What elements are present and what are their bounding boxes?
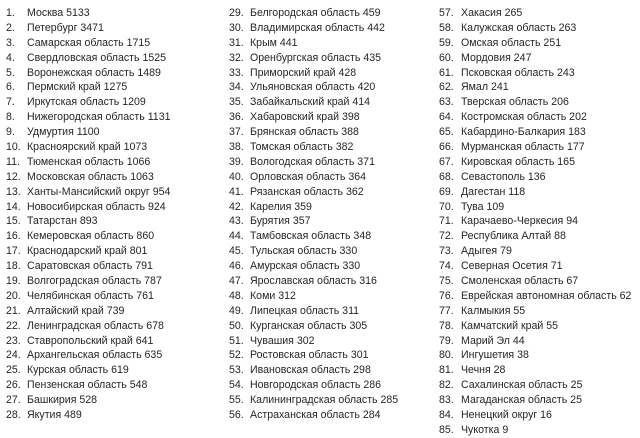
list-item-number: 44. [229, 230, 244, 243]
list-item [439, 125, 631, 140]
list-item-text: Тверская область 206 [461, 96, 569, 109]
list-item-number: 80. [439, 349, 454, 362]
list-item-number: 11. [6, 155, 20, 168]
list-item-number: 8. [6, 111, 15, 124]
list-item [439, 80, 631, 95]
list-item-text: Чукотка 9 [461, 423, 509, 436]
list-item-text: Тува 109 [461, 200, 505, 213]
list-item [229, 393, 398, 408]
list-item-text: Бурятия 357 [250, 215, 311, 228]
list-item [6, 229, 171, 244]
list-item-text: Рязанская область 362 [250, 185, 364, 198]
list-item [229, 125, 398, 140]
list-item [229, 80, 398, 95]
list-item [6, 408, 171, 423]
list-item-number: 65. [439, 126, 454, 139]
list-item [229, 229, 398, 244]
list-item-text: Чувашия 302 [250, 334, 315, 347]
list-item-text: Архангельская область 635 [27, 349, 163, 362]
list-item-number: 13. [6, 185, 21, 198]
list-item-text: Камчатский край 55 [461, 319, 559, 332]
list-item-text: Орловская область 364 [250, 170, 367, 183]
list-item [229, 51, 398, 66]
list-item [439, 423, 631, 438]
list-item-number: 28. [6, 409, 21, 422]
list-item-text: Чечня 28 [461, 364, 506, 377]
list-item [229, 185, 398, 200]
list-item [6, 95, 171, 110]
list-item-text: Ростовская область 301 [250, 349, 369, 362]
list-item-text: Липецкая область 311 [250, 304, 360, 317]
list-item-text: Мурманская область 177 [461, 141, 585, 154]
list-item [229, 140, 398, 155]
list-item [229, 334, 398, 349]
list-item-number: 2. [6, 21, 15, 34]
list-item-number: 61. [439, 66, 454, 79]
list-item [6, 140, 171, 155]
list-item [439, 200, 631, 215]
list-item-number: 43. [229, 215, 244, 228]
list-item-text: Хакасия 265 [461, 7, 523, 19]
list-item-text: Марий Эл 44 [461, 334, 525, 347]
list-item-text: Удмуртия 1100 [27, 126, 100, 139]
list-item-number: 75. [439, 275, 454, 288]
list-item-number: 26. [6, 379, 21, 392]
list-item-text: Брянская область 388 [250, 126, 359, 139]
list-item-number: 77. [439, 304, 454, 317]
list-item-text: Воронежская область 1489 [27, 66, 161, 79]
list-item-number: 73. [439, 245, 454, 258]
list-item-text: Магаданская область 25 [461, 394, 582, 407]
list-item-text: Ленинградская область 678 [27, 319, 164, 332]
list-item [6, 51, 171, 66]
list-item [439, 36, 631, 51]
list-item [6, 170, 171, 185]
list-item-number: 36. [229, 111, 244, 124]
list-item-number: 37. [229, 126, 244, 139]
list-item [6, 125, 171, 140]
list-item-number: 30. [229, 21, 244, 34]
list-item-text: Республика Алтай 88 [461, 230, 566, 243]
list-item-text: Тамбовская область 348 [250, 230, 372, 243]
list-item-text: Забайкальский край 414 [250, 96, 371, 109]
list-item-number: 49. [229, 304, 244, 317]
list-item [6, 155, 171, 170]
list-item [439, 304, 631, 319]
list-item [439, 6, 631, 21]
list-item-text: Оренбургская область 435 [250, 51, 381, 64]
list-item-text: Москва 5133 [27, 7, 90, 19]
list-item-number: 83. [439, 394, 454, 407]
list-item-number: 14. [6, 200, 21, 213]
list-item-text: Новосибирская область 924 [27, 200, 166, 213]
list-item-text: Коми 312 [250, 289, 296, 302]
list-item-text: Тульская область 330 [250, 245, 358, 258]
list-item [229, 289, 398, 304]
list-item-number: 85. [439, 423, 454, 436]
ranking-column-1 [6, 6, 171, 423]
list-item-number: 20. [6, 289, 21, 302]
list-item-number: 81. [439, 364, 454, 377]
list-item-number: 72. [439, 230, 454, 243]
list-item-text: Волгоградская область 787 [27, 275, 162, 288]
list-item-number: 15. [6, 215, 21, 228]
list-item-number: 57. [439, 7, 454, 19]
list-item [439, 393, 631, 408]
list-item-text: Пермский край 1275 [27, 81, 128, 94]
list-item-number: 17. [6, 245, 21, 258]
list-item [6, 289, 171, 304]
list-item-text: Приморский край 428 [250, 66, 357, 79]
list-item-number: 64. [439, 111, 454, 124]
list-item-number: 31. [229, 36, 244, 49]
list-item-number: 69. [439, 185, 454, 198]
list-item-number: 84. [439, 409, 454, 422]
list-item-text: Крым 441 [250, 36, 298, 49]
list-item-number: 25. [6, 364, 21, 377]
list-item-text: Московская область 1063 [27, 170, 154, 183]
list-item [6, 110, 171, 125]
list-item-number: 56. [229, 409, 244, 422]
list-item [6, 214, 171, 229]
list-item-number: 21. [6, 304, 21, 317]
list-item [229, 244, 398, 259]
list-item-text: Смоленская область 67 [461, 275, 579, 288]
list-item-text: Омская область 251 [461, 36, 562, 49]
list-item-text: Псковская область 243 [461, 66, 575, 79]
list-item [439, 259, 631, 274]
list-item-text: Челябинская область 761 [27, 289, 154, 302]
list-item [6, 21, 171, 36]
list-item-text: Кировская область 165 [461, 155, 575, 168]
list-item-number: 41. [229, 185, 244, 198]
list-item-number: 39. [229, 155, 244, 168]
list-item [439, 51, 631, 66]
list-item-number: 6. [6, 81, 15, 94]
list-item-number: 12. [6, 170, 21, 183]
list-item [439, 244, 631, 259]
list-item-text: Татарстан 893 [27, 215, 98, 228]
list-item-text: Пензенская область 548 [27, 379, 148, 392]
list-item [229, 274, 398, 289]
list-item [439, 319, 631, 334]
list-item-text: Якутия 489 [27, 409, 82, 422]
list-item [229, 259, 398, 274]
list-item [229, 95, 398, 110]
list-item-text: Еврейская автономная область 62 [461, 289, 632, 302]
list-item-number: 66. [439, 141, 454, 154]
list-item [439, 229, 631, 244]
list-item-text: Владимирская область 442 [250, 21, 385, 34]
list-item-number: 67. [439, 155, 454, 168]
list-item-number: 46. [229, 260, 244, 273]
list-item-number: 62. [439, 81, 454, 94]
list-item [6, 66, 171, 81]
list-item [439, 140, 631, 155]
list-item-text: Амурская область 330 [250, 260, 361, 273]
list-item [439, 185, 631, 200]
list-item-number: 3. [6, 36, 15, 49]
list-item-text: Адыгея 79 [461, 245, 512, 258]
list-item-number: 78. [439, 319, 454, 332]
list-item-text: Ивановская область 298 [250, 364, 371, 377]
list-item [229, 363, 398, 378]
list-item [6, 348, 171, 363]
list-item [6, 363, 171, 378]
list-item-text: Вологодская область 371 [250, 155, 375, 168]
list-item-text: Белгородская область 459 [250, 7, 381, 19]
list-item-text: Северная Осетия 71 [461, 260, 563, 273]
list-item-text: Петербург 3471 [27, 21, 104, 34]
list-item-number: 63. [439, 96, 454, 109]
list-item-text: Ставропольский край 641 [27, 334, 154, 347]
list-item-text: Сахалинская область 25 [461, 379, 583, 392]
list-item-number: 60. [439, 51, 454, 64]
list-item [6, 185, 171, 200]
list-item-text: Ульяновская область 420 [250, 81, 376, 94]
list-item [439, 289, 631, 304]
list-item [229, 110, 398, 125]
list-item [6, 304, 171, 319]
list-item [439, 274, 631, 289]
list-item-text: Ямал 241 [461, 81, 509, 94]
list-item-text: Ненецкий округ 16 [461, 409, 552, 422]
list-item [439, 170, 631, 185]
list-item-number: 5. [6, 66, 15, 79]
list-item [229, 200, 398, 215]
list-item-text: Курская область 619 [27, 364, 129, 377]
list-item-text: Томская область 382 [250, 141, 354, 154]
list-item-number: 68. [439, 170, 454, 183]
list-item [439, 214, 631, 229]
list-item-text: Свердловская область 1525 [27, 51, 167, 64]
list-item-number: 32. [229, 51, 244, 64]
list-item-number: 9. [6, 126, 15, 139]
list-item [229, 378, 398, 393]
list-item-number: 33. [229, 66, 244, 79]
list-item-text: Алтайский край 739 [27, 304, 125, 317]
list-item-number: 50. [229, 319, 244, 332]
list-item-number: 58. [439, 21, 454, 34]
list-item-number: 47. [229, 275, 244, 288]
list-item [229, 348, 398, 363]
list-item-number: 40. [229, 170, 244, 183]
list-item-text: Башкирия 528 [27, 394, 98, 407]
list-item-text: Курганская область 305 [250, 319, 368, 332]
list-item-number: 51. [229, 334, 244, 347]
list-item [229, 304, 398, 319]
list-item [439, 110, 631, 125]
list-item [6, 244, 171, 259]
list-item-number: 35. [229, 96, 244, 109]
list-item-number: 22. [6, 319, 21, 332]
list-item [439, 155, 631, 170]
list-item [6, 36, 171, 51]
list-item [439, 66, 631, 81]
list-item [229, 155, 398, 170]
list-item [6, 393, 171, 408]
list-item-number: 7. [6, 96, 15, 109]
list-item [229, 214, 398, 229]
list-item-number: 1. [6, 7, 15, 19]
list-item [229, 66, 398, 81]
list-item-number: 29. [229, 7, 244, 19]
list-item-text: Краснодарский край 801 [27, 245, 148, 258]
list-item-number: 59. [439, 36, 454, 49]
list-item-number: 19. [6, 275, 21, 288]
list-item-text: Кемеровская область 860 [27, 230, 155, 243]
list-item-text: Дагестан 118 [461, 185, 526, 198]
list-item-number: 71. [439, 215, 454, 228]
list-item [229, 6, 398, 21]
list-item-text: Хабаровский край 398 [250, 111, 360, 124]
list-item-number: 16. [6, 230, 21, 243]
list-item-number: 23. [6, 334, 21, 347]
list-item-text: Самарская область 1715 [27, 36, 151, 49]
list-item [439, 348, 631, 363]
list-item-text: Новгородская область 286 [250, 379, 382, 392]
list-item-number: 70. [439, 200, 454, 213]
list-item-number: 82. [439, 379, 454, 392]
list-item-number: 53. [229, 364, 244, 377]
list-item-number: 76. [439, 289, 454, 302]
list-item [439, 363, 631, 378]
list-item [439, 95, 631, 110]
list-item-text: Калининградская область 285 [250, 394, 399, 407]
list-item-text: Мордовия 247 [461, 51, 532, 64]
list-item-number: 4. [6, 51, 15, 64]
list-item-number: 38. [229, 141, 244, 154]
list-item-text: Ингушетия 38 [461, 349, 529, 362]
list-item-text: Красноярский край 1073 [27, 141, 148, 154]
list-item-text: Калмыкия 55 [461, 304, 526, 317]
list-item-number: 55. [229, 394, 244, 407]
list-item [229, 408, 398, 423]
list-item-number: 79. [439, 334, 454, 347]
list-item-text: Костромская область 202 [461, 111, 587, 124]
list-item [6, 259, 171, 274]
list-item [6, 6, 171, 21]
list-item-number: 74. [439, 260, 454, 273]
list-item-number: 27. [6, 394, 21, 407]
list-item-text: Ярославская область 316 [250, 275, 377, 288]
list-item [6, 200, 171, 215]
list-item-number: 34. [229, 81, 244, 94]
list-item-text: Калужская область 263 [461, 21, 577, 34]
ranking-column-2 [229, 6, 398, 423]
list-item-number: 42. [229, 200, 244, 213]
list-item-text: Карелия 359 [250, 200, 312, 213]
list-item [229, 319, 398, 334]
list-item [6, 378, 171, 393]
list-item-text: Тюменская область 1066 [27, 155, 151, 168]
list-item [229, 21, 398, 36]
list-item-number: 18. [6, 260, 21, 273]
list-item-text: Карачаево-Черкесия 94 [461, 215, 579, 228]
list-item [6, 334, 171, 349]
list-item-text: Саратовская область 791 [27, 260, 153, 273]
list-item [439, 378, 631, 393]
list-item-number: 24. [6, 349, 21, 362]
list-item-text: Кабардино-Балкария 183 [461, 126, 586, 139]
list-item-number: 52. [229, 349, 244, 362]
list-item [439, 334, 631, 349]
list-item [439, 21, 631, 36]
list-item [229, 170, 398, 185]
list-item [6, 319, 171, 334]
list-item-number: 54. [229, 379, 244, 392]
list-item-text: Севастополь 136 [461, 170, 546, 183]
ranking-column-3 [439, 6, 631, 438]
list-item [6, 80, 171, 95]
list-item-text: Астраханская область 284 [250, 409, 381, 422]
list-item [439, 408, 631, 423]
list-item-number: 45. [229, 245, 244, 258]
list-item-text: Ханты-Мансийский округ 954 [27, 185, 171, 198]
list-item [6, 274, 171, 289]
list-item-text: Нижегородская область 1131 [27, 111, 171, 124]
list-item-text: Иркутская область 1209 [27, 96, 146, 109]
list-item-number: 10. [6, 141, 21, 154]
list-item-number: 48. [229, 289, 244, 302]
list-item [229, 36, 398, 51]
